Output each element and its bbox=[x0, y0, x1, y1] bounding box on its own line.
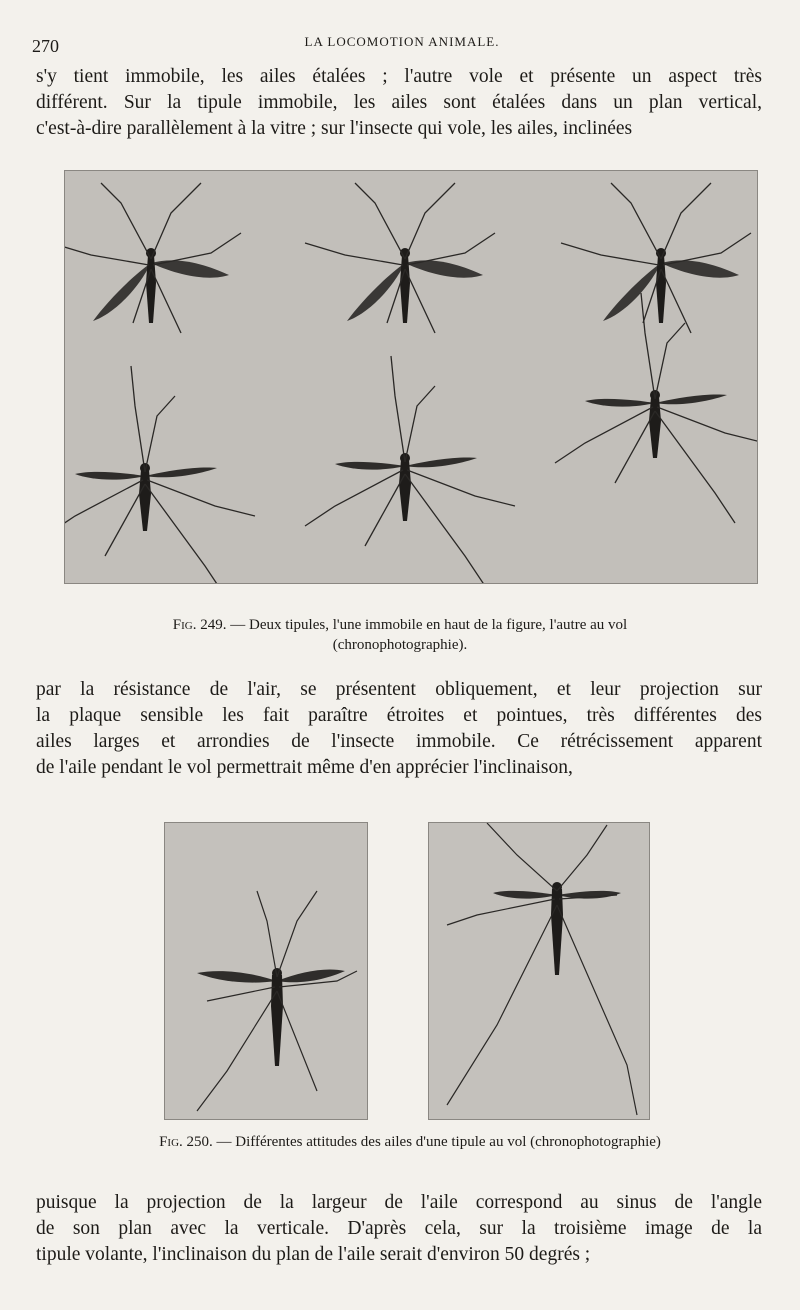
figure-250-image-left bbox=[164, 822, 368, 1120]
figure-250-label: Fig. 250. bbox=[159, 1134, 213, 1150]
paragraph-3-line: puisque la projection de la largeur de l'aile correspond au sinus de l'angle bbox=[36, 1192, 762, 1213]
page-header bbox=[32, 30, 772, 56]
paragraph-1-line: s'y tient immobile, les ailes étalées ; l'autre vole et présente un aspect très bbox=[36, 66, 762, 87]
paragraph-2-line: la plaque sensible les fait paraître étroites et pointues, très différentes des bbox=[36, 705, 762, 726]
page-number: 270 bbox=[32, 36, 59, 56]
paragraph-2-line: ailes larges et arrondies de l'insecte immobile. Ce rétrécissement apparent bbox=[36, 731, 762, 752]
running-head: LA LOCOMOTION ANIMALE. bbox=[304, 34, 500, 49]
paragraph-3 bbox=[36, 1190, 762, 1268]
paragraph-2-line: par la résistance de l'air, se présentent obliquement, et leur projection sur bbox=[36, 679, 762, 700]
figure-249-caption-text-2: (chronophotographie). bbox=[332, 637, 468, 653]
crane-fly-photograph bbox=[65, 171, 757, 583]
paragraph-1-line: différent. Sur la tipule immobile, les ailes sont étalées dans un plan vertical, bbox=[36, 92, 762, 113]
paragraph-3-line: de son plan avec la verticale. D'après cela, sur la troisième image de la bbox=[36, 1218, 762, 1239]
figure-250-caption-text: — Différentes attitudes des ailes d'une tipule au vol (chronophotographie) bbox=[212, 1134, 661, 1150]
figure-249-caption-text: — Deux tipules, l'une immobile en haut de la figure, l'autre au vol bbox=[226, 617, 628, 633]
figure-249-image bbox=[64, 170, 758, 584]
figure-249-label: Fig. 249. bbox=[172, 617, 227, 633]
figure-250-caption bbox=[60, 1132, 760, 1152]
crane-fly-photograph bbox=[165, 823, 367, 1119]
figure-250-image-right bbox=[428, 822, 650, 1120]
crane-fly-photograph bbox=[429, 823, 649, 1119]
paragraph-1-line: c'est-à-dire parallèlement à la vitre ; sur l'insecte qui vole, les ailes, inclinées bbox=[36, 118, 633, 139]
paragraph-2-line: de l'aile pendant le vol permettrait même d'en apprécier l'inclinaison, bbox=[36, 757, 573, 778]
paragraph-3-line: tipule volante, l'inclinaison du plan de l'aile serait d'environ 50 degrés ; bbox=[36, 1244, 591, 1265]
figure-249-caption bbox=[104, 615, 696, 655]
paragraph-1 bbox=[36, 64, 762, 142]
paragraph-2 bbox=[36, 677, 762, 781]
